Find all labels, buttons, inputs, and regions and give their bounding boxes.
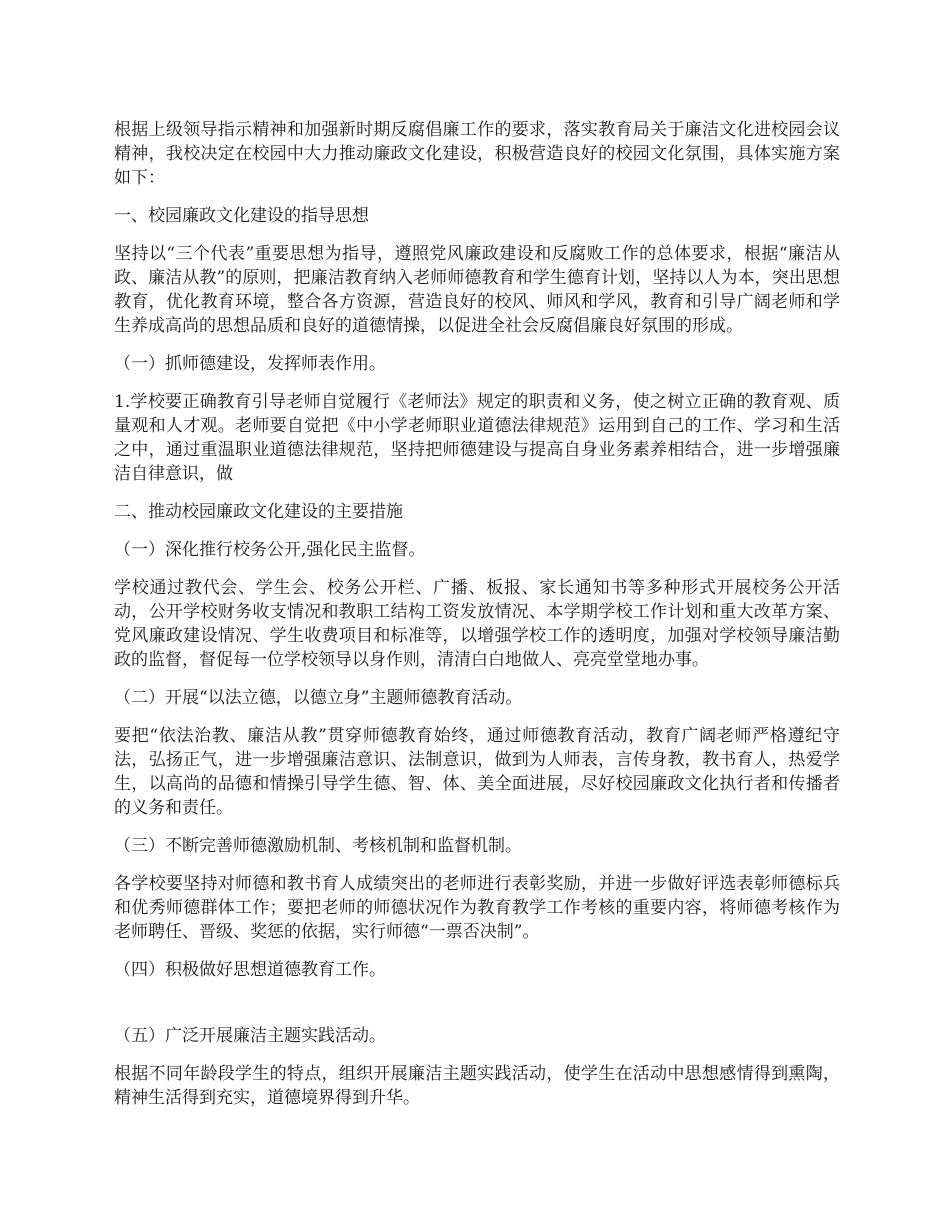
section2-sub3-paragraph: 各学校要坚持对师德和教书育人成绩突出的老师进行表彰奖励，并进一步做好评选表彰师德标兵和优秀师德群体工作；要把老师的师德状况作为教育教学工作考核的重要内容，将师德考核作为老师聘任、晋级、奖惩的依据，实行师德“一票否决制”。 [114, 874, 840, 942]
section1-subheading-1: （一）抓师德建设，发挥师表作用。 [114, 354, 386, 374]
section2-subheading-3: （三）不断完善师德激励机制、考核机制和监督机制。 [114, 836, 522, 856]
blank-space [114, 996, 840, 1024]
section2-subheading-4: （四）积极做好思想道德教育工作。 [114, 960, 386, 980]
section2-subheading-1: （一）深化推行校务公开,强化民主监督。 [114, 540, 426, 560]
intro-paragraph: 根据上级领导指示精神和加强新时期反腐倡廉工作的要求，落实教育局关于廉洁文化进校园会议精神，我校决定在校园中大力推动廉政文化建设，积极营造良好的校园文化氛围，具体实施方案如下： [114, 120, 840, 188]
section1-paragraph: 坚持以“三个代表”重要思想为指导，遵照党风廉政建设和反腐败工作的总体要求，根据“廉洁从政、廉洁从教”的原则，把廉洁教育纳入老师师德教育和学生德育计划，坚持以人为本，突出思想教育，优化教育环境，整合各方资源，营造良好的校风、师风和学风，教育和引导广阔老师和学生养成高尚的思想品质和良好的道德情操，以促进全社会反腐倡廉良好氛围的形成。 [114, 244, 840, 336]
document-page [114, 118, 840, 1124]
section1-heading: 一、校园廉政文化建设的指导思想 [114, 206, 369, 226]
section2-sub1-paragraph: 学校通过教代会、学生会、校务公开栏、广播、板报、家长通知书等多种形式开展校务公开活动，公开学校财务收支情况和教职工结构工资发放情况、本学期学校工作计划和重大改革方案、党风廉政建设情况、学生收费项目和标准等，以增强学校工作的透明度，加强对学校领导廉洁勤政的监督，督促每一位学校领导以身作则，清清白白地做人、亮亮堂堂地办事。 [114, 578, 840, 670]
section2-sub5-paragraph: 根据不同年龄段学生的特点，组织开展廉洁主题实践活动，使学生在活动中思想感情得到熏陶，精神生活得到充实，道德境界得到升华。 [114, 1064, 840, 1108]
section2-subheading-5: （五）广泛开展廉洁主题实践活动。 [114, 1026, 386, 1046]
section1-sub1-paragraph: 1.学校要正确教育引导老师自觉履行《老师法》规定的职责和义务，使之树立正确的教育观、质量观和人才观。老师要自觉把《中小学老师职业道德法律规范》运用到自己的工作、学习和生活之中，通过重温职业道德法律规范，坚持把师德建设与提高自身业务素养相结合，进一步增强廉洁自律意识，做 [114, 392, 840, 484]
section2-heading: 二、推动校园廉政文化建设的主要措施 [114, 502, 403, 522]
section2-subheading-2: （二）开展“以法立德，以德立身”主题师德教育活动。 [114, 688, 523, 708]
section2-sub2-paragraph: 要把“依法治教、廉洁从教”贯穿师德教育始终，通过师德教育活动，教育广阔老师严格遵纪守法，弘扬正气，进一步增强廉洁意识、法制意识，做到为人师表，言传身教，教书育人，热爱学生，以高尚的品德和情操引导学生德、智、体、美全面进展，尽好校园廉政文化执行者和传播者的义务和责任。 [114, 726, 840, 818]
